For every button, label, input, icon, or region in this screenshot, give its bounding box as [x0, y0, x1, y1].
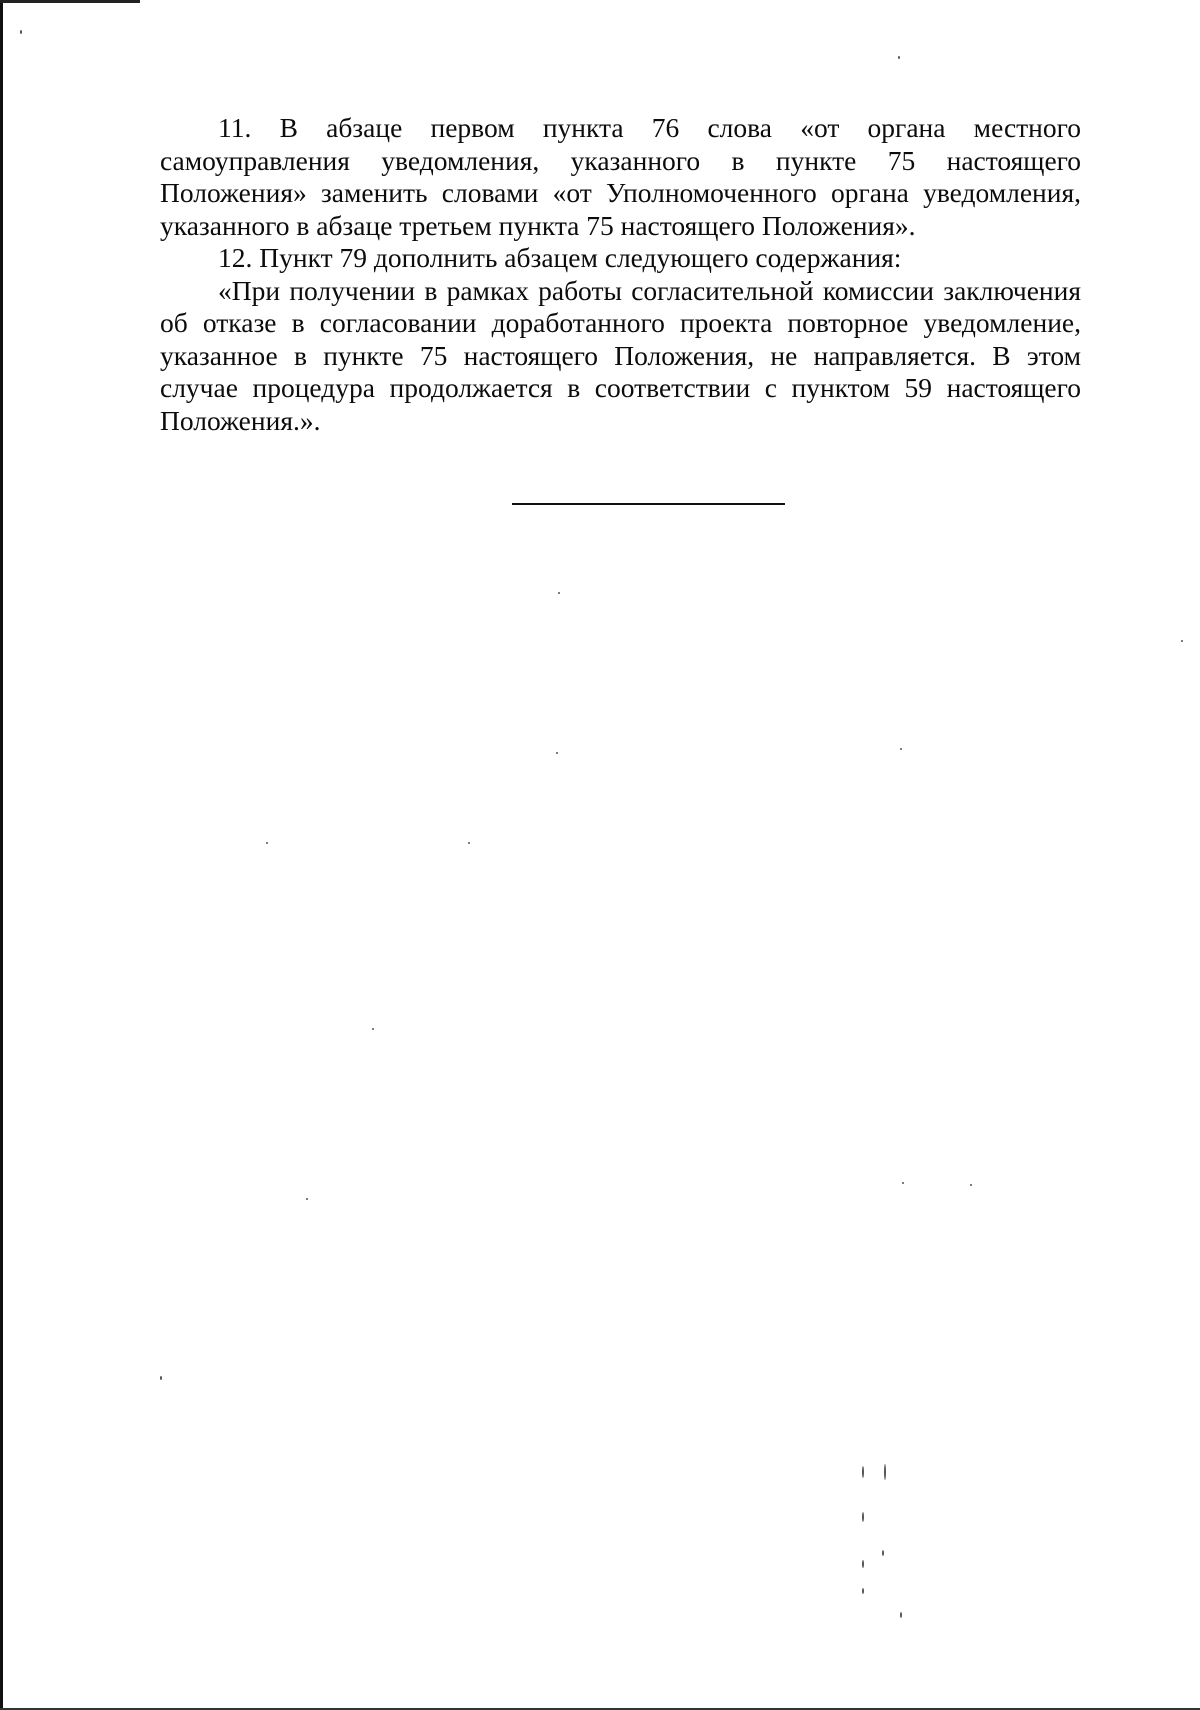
scan-speck [266, 842, 268, 844]
scan-speck [556, 752, 558, 754]
scan-speck [882, 1550, 884, 1556]
paragraph-item-11: 11. В абзаце первом пункта 76 слова «от органа местного самоуправления уведомления, указанного в пункте 75 настоящего Положения» заменить словами «от Уполномоченного органа уведомления, указанного в абзаце третьем пункта 75 настоящего Положения». [160, 112, 1081, 241]
scan-speck [884, 1464, 886, 1480]
end-separator-line [512, 503, 785, 505]
document-body [160, 112, 1081, 437]
paragraph-item-12-quote: «При получении в рамках работы согласительной комиссии заключения об отказе в согласовании доработанного проекта повторное уведомление, указанное в пункте 75 настоящего Положения, не направляется. В этом случае процедура продолжается в соответствии с пунктом 59 настоящего Положения.». [160, 274, 1081, 436]
paragraph-item-12: 12. Пункт 79 дополнить абзацем следующего содержания: [218, 242, 902, 273]
scan-speck [1181, 640, 1183, 642]
scan-speck [898, 56, 900, 59]
scan-speck [900, 748, 902, 750]
scan-speck [862, 1560, 864, 1568]
scan-speck [902, 1182, 904, 1184]
scan-speck [558, 592, 560, 594]
scan-speck [862, 1512, 864, 1522]
scan-speck [900, 1612, 902, 1618]
scan-speck [306, 1198, 308, 1200]
scan-speck [970, 1184, 972, 1186]
scan-speck [20, 30, 22, 34]
scan-edge-top [0, 0, 140, 3]
scan-speck [160, 1376, 162, 1380]
scan-edge-left [0, 0, 3, 1710]
scan-speck [372, 1028, 374, 1030]
scan-speck [862, 1588, 864, 1594]
scan-speck [468, 842, 470, 844]
scan-speck [862, 1466, 864, 1478]
